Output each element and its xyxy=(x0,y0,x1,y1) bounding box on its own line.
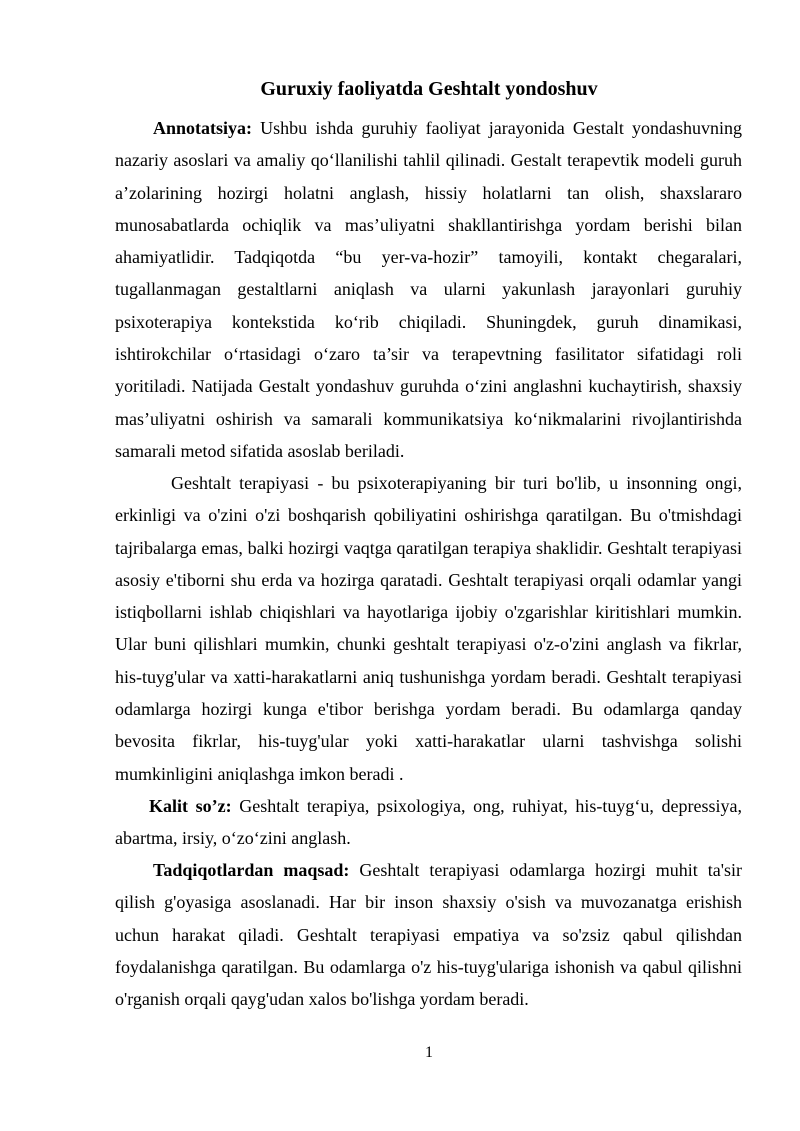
document-title: Guruxiy faoliyatda Geshtalt yondoshuv xyxy=(260,78,598,100)
keywords-paragraph xyxy=(115,790,742,855)
goal-text: Geshtalt terapiyasi odamlarga hozirgi muhit ta'sir qilish g'oyasiga asoslanadi. Har bir inson shaxsiy o'sish va muvozanatga erishish uchun harakat qiladi. Geshtalt terapiyasi empatiya va so'zsiz qabul qilishdan foydalanishga qaratilgan. Bu odamlarga o'z his-tuyg'ulariga ishonish va qabul qilishni o'rganish orqali qayg'udan xalos bo'lishga yordam beradi. xyxy=(115,860,742,1010)
goal-label: Tadqiqotlardan maqsad: xyxy=(153,860,350,880)
keywords-text: Geshtalt terapiya, psixologiya, ong, ruhiyat, his-tuyg‘u, depressiya, abartma, irsiy, o‘zo‘zini anglash. xyxy=(115,796,742,849)
abstract-label: Annotatsiya: xyxy=(153,118,253,138)
goal-paragraph xyxy=(115,854,742,1015)
body-paragraph: Geshtalt terapiyasi - bu psixoterapiyaning bir turi bo'lib, u insonning ongi, erkinligi va o'zini o'zi boshqarish qobiliyatini oshirishga qaratilgan. Bu o'tmishdagi tajribalarga emas, balki hozirgi vaqtga qaratilgan terapiya shaklidir. Geshtalt terapiyasi asosiy e'tiborni shu erda va hozirga qaratadi. Geshtalt terapiyasi orqali odamlar yangi istiqbollarni ishlab chiqishlari va hayotlariga ijobiy o'zgarishlar kiritishlari mumkin. Ular buni qilishlari mumkin, chunki geshtalt terapiyasi o'z-o'zini anglash va fikrlar, his-tuyg'ular va xatti-harakatlarni aniq tushunishga yordam beradi. Geshtalt terapiyasi odamlarga hozirgi kunga e'tibor berishga yordam beradi. Bu odamlarga qanday bevosita fikrlar, his-tuyg'ular yoki xatti-harakatlar ularni tashvishga solishi mumkinligini aniqlashga imkon beradi . xyxy=(115,473,742,784)
keywords-label: Kalit so’z: xyxy=(149,796,232,816)
abstract-text: Ushbu ishda guruhiy faoliyat jarayonida Gestalt yondashuvning nazariy asoslari va amaliy qo‘llanilishi tahlil qilinadi. Gestalt terapevtik modeli guruh a’zolarining hozirgi holatni anglash, hissiy holatlarni tan olish, shaxslararo munosabatlarda ochiqlik va mas’uliyatni shakllantirishga yordam berishi bilan ahamiyatlidir. Tadqiqotda “bu yer-va-hozir” tamoyili, kontakt chegaralari, tugallanmagan gestaltlarni aniqlash va ularni yakunlash jarayonlari guruhiy psixoterapiya kontekstida ko‘rib chiqiladi. Shuningdek, guruh dinamikasi, ishtirokchilar o‘rtasidagi o‘zaro ta’sir va terapevtning fasilitator sifatidagi roli yoritiladi. Natijada Gestalt yondashuv guruhda o‘zini anglashni kuchaytirish, shaxsiy mas’uliyatni oshirish va samarali kommunikatsiya ko‘nikmalarini rivojlantirishda samarali metod sifatida asoslab beriladi. xyxy=(115,118,742,461)
page-number: 1 xyxy=(425,1044,433,1061)
abstract-paragraph xyxy=(115,112,742,467)
